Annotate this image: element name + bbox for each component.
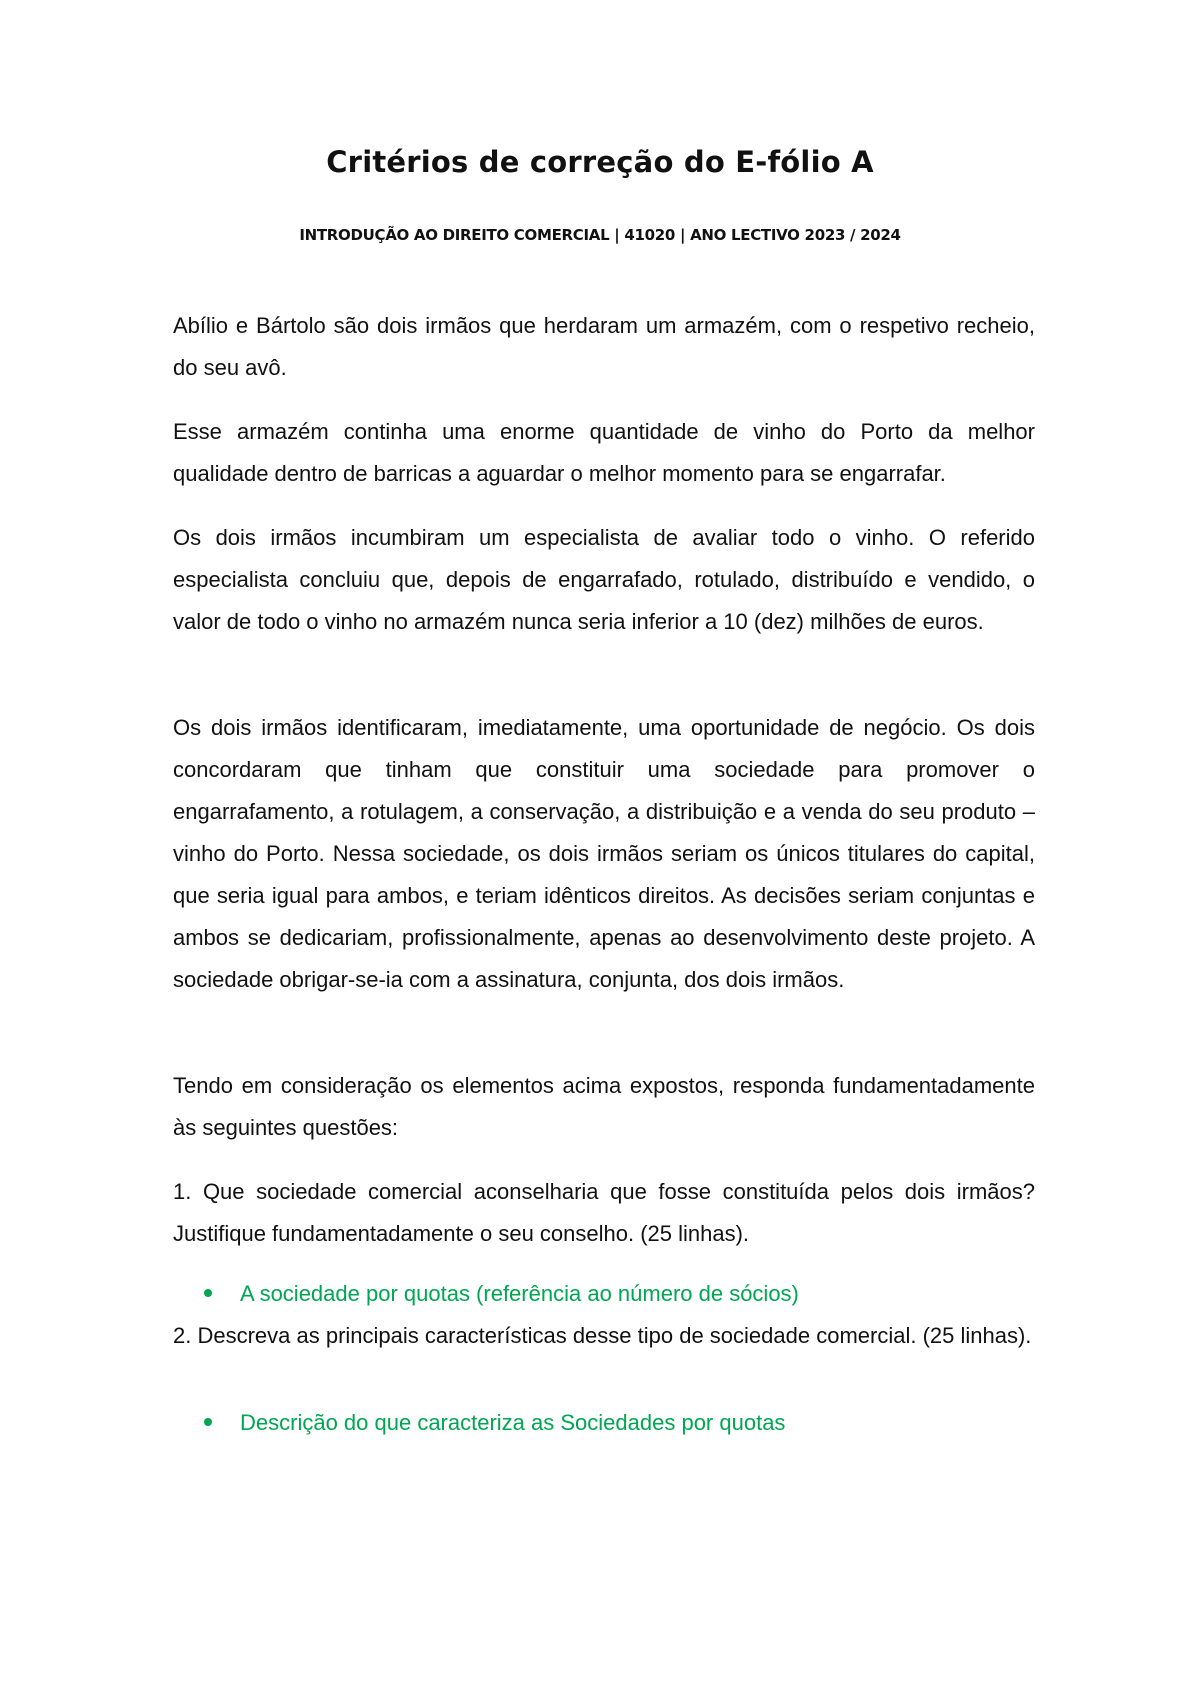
bullet-icon bbox=[204, 1418, 212, 1426]
bullet-icon bbox=[204, 1289, 212, 1297]
document-subtitle: INTRODUÇÃO AO DIREITO COMERCIAL | 41020 | ANO LECTIVO 2023 / 2024 bbox=[299, 226, 901, 244]
paragraph-business-opportunity: Os dois irmãos identificaram, imediatamente, uma oportunidade de negócio. Os dois concordaram que tinham que constituir uma sociedade para promover o engarrafamento, a rotulagem, a conservação, a distribuição e a venda do seu produto – vinho do Porto. Nessa sociedade, os dois irmãos seriam os únicos titulares do capital, que seria igual para ambos, e teriam idênticos direitos. As decisões seriam conjuntas e ambos se dedicariam, profissionalmente, apenas ao desenvolvimento deste projeto. A sociedade obrigar-se-ia com a assinatura, conjunta, dos dois irmãos. bbox=[173, 715, 1035, 992]
paragraph-inheritance: Abílio e Bártolo são dois irmãos que herdaram um armazém, com o respetivo recheio, do seu avô. bbox=[173, 313, 1035, 380]
question-2: 2. Descreva as principais características desse tipo de sociedade comercial. (25 linhas). bbox=[173, 1323, 1032, 1348]
paragraph-warehouse: Esse armazém continha uma enorme quantidade de vinho do Porto da melhor qualidade dentro de barricas a aguardar o melhor momento para se engarrafar. bbox=[173, 419, 1035, 486]
answer-2 bbox=[204, 1402, 785, 1444]
paragraph-instructions: Tendo em consideração os elementos acima expostos, responda fundamentadamente às seguintes questões: bbox=[173, 1073, 1035, 1140]
question-1: 1. Que sociedade comercial aconselharia que fosse constituída pelos dois irmãos? Justifique fundamentadamente o seu conselho. (25 linhas). bbox=[173, 1179, 1035, 1246]
document-title: Critérios de correção do E-fólio A bbox=[326, 145, 874, 179]
answer-2-text: Descrição do que caracteriza as Sociedades por quotas bbox=[240, 1410, 786, 1435]
paragraph-specialist: Os dois irmãos incumbiram um especialista de avaliar todo o vinho. O referido especialista concluiu que, depois de engarrafado, rotulado, distribuído e vendido, o valor de todo o vinho no armazém nunca seria inferior a 10 (dez) milhões de euros. bbox=[173, 525, 1035, 634]
answer-1-text: A sociedade por quotas (referência ao número de sócios) bbox=[240, 1281, 799, 1306]
answer-1 bbox=[204, 1273, 799, 1315]
